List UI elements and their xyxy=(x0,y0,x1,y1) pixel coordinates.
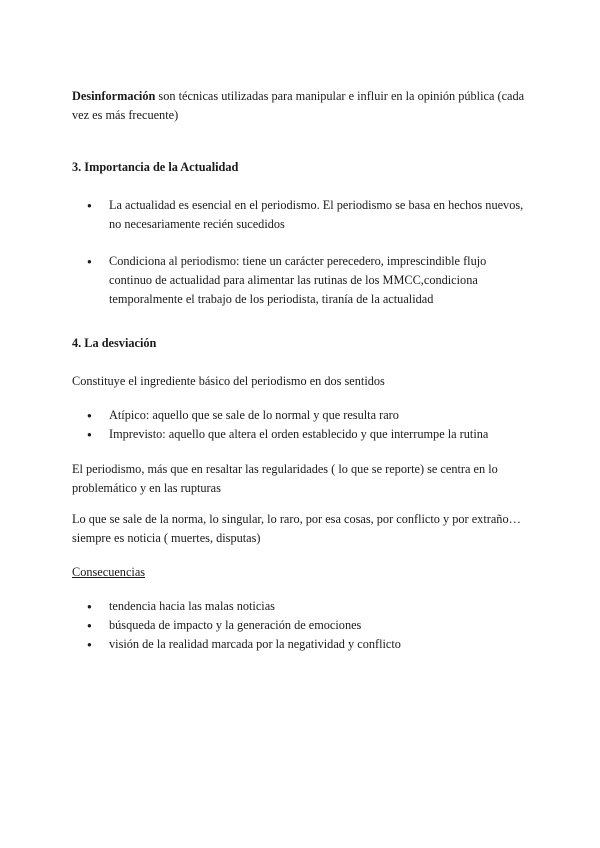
list-item: ● visión de la realidad marcada por la negatividad y conflicto xyxy=(72,635,532,654)
list-item: ● tendencia hacia las malas noticias xyxy=(72,597,532,616)
section-4-intro: Constituye el ingrediente básico del periodismo en dos sentidos xyxy=(72,374,385,388)
intro-text: son técnicas utilizadas para manipular e influir en la opinión pública (cada vez es más frecuente) xyxy=(72,89,525,122)
list-item: ● Atípico: aquello que se sale de lo normal y que resulta raro xyxy=(72,406,532,425)
intro-term: Desinformación xyxy=(72,89,156,103)
consequences-list xyxy=(72,597,532,654)
list-item: ● La actualidad es esencial en el periodismo. El periodismo se basa en hechos nuevos, no necesariamente recién sucedidos xyxy=(72,196,532,234)
section-4-heading: 4. La desviación xyxy=(72,336,157,350)
intro-paragraph xyxy=(72,87,532,125)
consequences-heading: Consecuencias xyxy=(72,565,146,579)
list-item: ● búsqueda de impacto y la generación de emociones xyxy=(72,616,532,635)
section-3-bullet-list xyxy=(72,196,532,327)
list-item: ● Condiciona al periodismo: tiene un carácter perecedero, imprescindible flujo continuo de actualidad para alimentar las rutinas de los MMCC,condiciona temporalmente el trabajo de los periodista, tiranía de la actualidad xyxy=(72,252,532,309)
section-4-paragraph-2: Lo que se sale de la norma, lo singular, lo raro, por esa cosas, por conflicto y por extraño… siempre es noticia ( muertes, disputas) xyxy=(72,512,521,545)
section-4-paragraph-1: El periodismo, más que en resaltar las regularidades ( lo que se reporte) se centra en lo problemático y en las rupturas xyxy=(72,462,498,495)
list-item: ● Imprevisto: aquello que altera el orden establecido y que interrumpe la rutina xyxy=(72,425,532,444)
section-4-bullet-list xyxy=(72,406,532,444)
section-3-heading: 3. Importancia de la Actualidad xyxy=(72,160,239,174)
